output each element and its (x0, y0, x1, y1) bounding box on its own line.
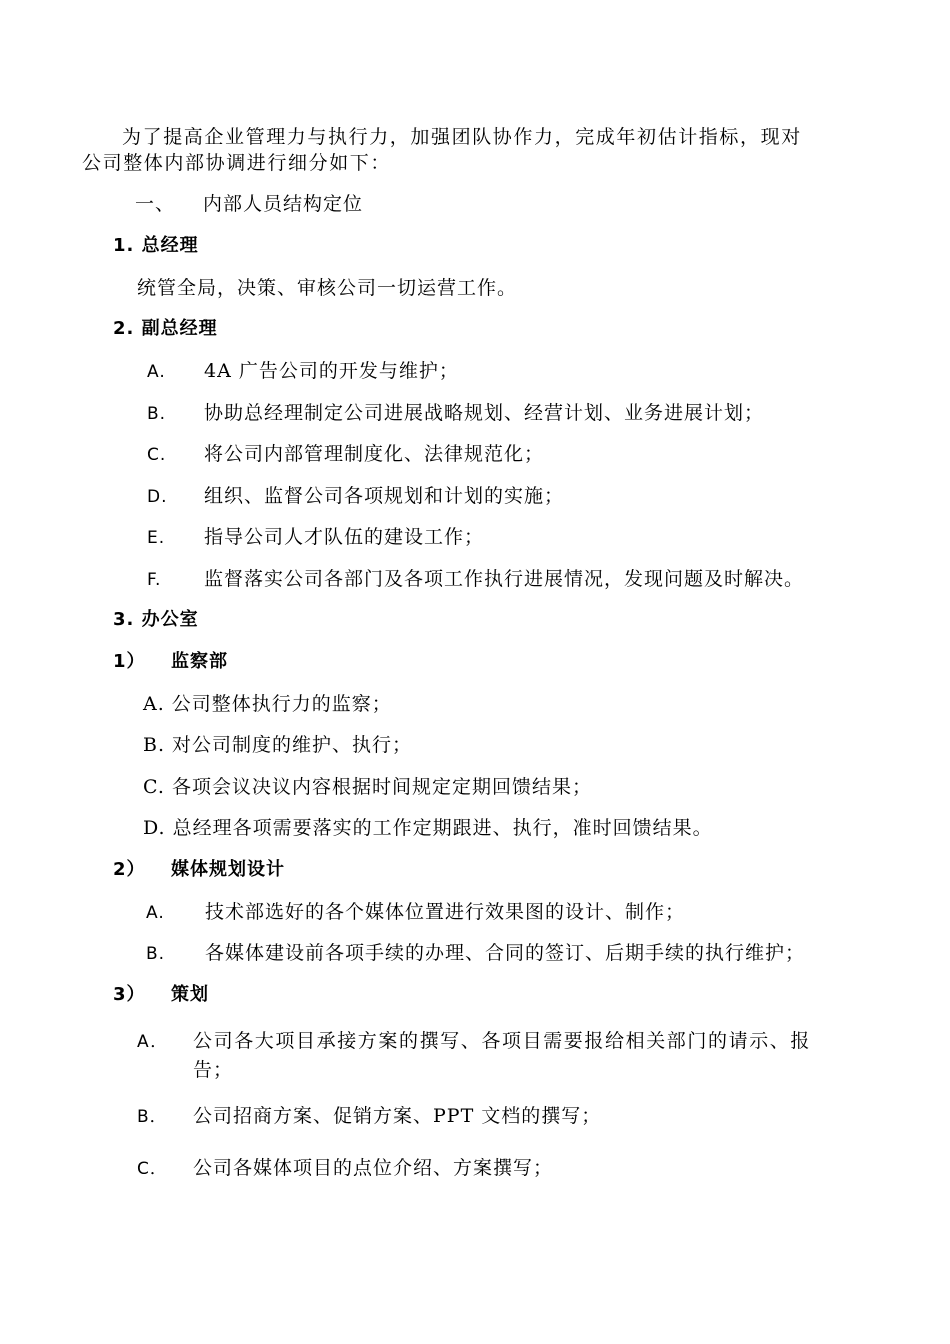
list-item (137, 1155, 553, 1182)
list-marker: D. (147, 487, 168, 507)
list-marker: B. (146, 944, 166, 964)
gm-heading: 1. 总经理 (113, 235, 199, 256)
gm-description: 统管全局，决策、审核公司一切运营工作。 (137, 277, 518, 299)
list-item: B. 对公司制度的维护、执行； (143, 734, 413, 756)
list-item: D. 总经理各项需要落实的工作定期跟进、执行，准时回馈结果。 (143, 817, 713, 839)
list-text: 监督落实公司各部门及各项工作执行进展情况，发现问题及时解决。 (204, 568, 805, 590)
list-text: 4A 广告公司的开发与维护； (204, 360, 459, 382)
subsection-number: 1） (113, 651, 146, 672)
list-text: 公司招商方案、促销方案、PPT 文档的撰写； (193, 1105, 602, 1127)
list-text: 组织、监督公司各项规划和计划的实施； (204, 485, 565, 507)
list-text: 将公司内部管理制度化、法律规范化； (204, 443, 545, 465)
list-item (137, 1028, 811, 1055)
subsection-number: 3） (113, 984, 146, 1005)
list-item: A. 公司整体执行力的监察； (143, 693, 392, 715)
list-text: 公司各媒体项目的点位介绍、方案撰写； (193, 1157, 554, 1179)
list-text: 各媒体建设前各项手续的办理、合同的签订、后期手续的执行维护； (205, 942, 806, 964)
list-marker: A. (146, 903, 165, 923)
list-item (147, 483, 564, 510)
list-item (147, 524, 484, 551)
list-marker: C． (137, 1159, 168, 1179)
list-marker: B． (137, 1107, 168, 1127)
list-item (146, 899, 685, 926)
list-marker: F. (147, 570, 162, 590)
list-marker: A． (137, 1032, 169, 1052)
list-text: 公司各大项目承接方案的撰写、各项目需要报给相关部门的请示、报 (193, 1030, 812, 1052)
dgm-heading: 2. 副总经理 (113, 318, 218, 339)
subsection-heading (113, 982, 209, 1008)
office-heading: 3. 办公室 (113, 609, 199, 630)
list-item (147, 400, 764, 427)
list-marker: A. (147, 362, 166, 382)
list-item: C. 各项会议决议内容根据时间规定定期回馈结果； (143, 776, 592, 798)
intro-line-2: 公司整体内部协调进行细分如下： (82, 152, 392, 174)
section-number: 一、 (135, 193, 176, 215)
subsection-title: 策划 (171, 984, 209, 1005)
section-title: 内部人员结构定位 (203, 193, 364, 215)
intro-line-1: 为了提高企业管理力与执行力，加强团队协作力，完成年初估计指标，现对 (122, 126, 802, 148)
subsection-heading (113, 857, 285, 883)
list-item (147, 358, 459, 385)
subsection-title: 监察部 (171, 651, 228, 672)
list-marker: E. (147, 528, 166, 548)
subsection-title: 媒体规划设计 (171, 859, 285, 880)
subsection-number: 2） (113, 859, 146, 880)
list-item (146, 940, 805, 967)
list-text-continuation: 告； (193, 1059, 234, 1081)
list-marker: C. (147, 445, 167, 465)
list-marker: B. (147, 404, 167, 424)
list-text: 协助总经理制定公司进展战略规划、经营计划、业务进展计划； (204, 402, 765, 424)
list-text: 指导公司人才队伍的建设工作； (204, 526, 485, 548)
section-heading (135, 191, 363, 217)
subsection-heading (113, 649, 228, 675)
list-item (147, 441, 544, 468)
list-text: 技术部选好的各个媒体位置进行效果图的设计、制作； (205, 901, 686, 923)
list-item (137, 1103, 601, 1130)
list-item (147, 566, 804, 593)
